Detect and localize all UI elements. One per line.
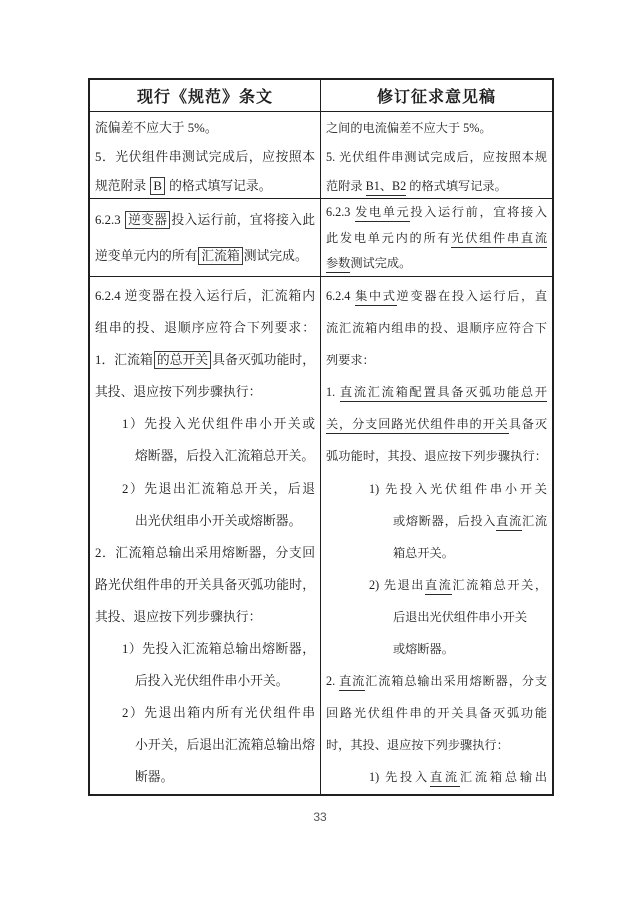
boxed-text: 汇流箱 xyxy=(198,247,242,265)
text-segment: 回路光伏组件串的开关具备灭弧功能 xyxy=(326,706,547,721)
text-line xyxy=(326,344,547,376)
table-row xyxy=(90,112,552,199)
text-segment: 2) 先退出 xyxy=(369,577,425,592)
text-segment: 后退出光伏组件串小开关 xyxy=(393,609,528,624)
text-line xyxy=(95,280,315,312)
text-line xyxy=(95,665,315,697)
text-line xyxy=(326,280,547,312)
text-line xyxy=(95,633,315,665)
text-segment: 小开关，后退出汇流箱总输出熔 xyxy=(135,738,315,753)
text-segment: 熔断器，后投入汇流箱总开关。 xyxy=(135,449,315,464)
table-header-row xyxy=(90,80,552,112)
text-line xyxy=(326,376,547,408)
cell-current-row2 xyxy=(90,199,321,276)
text-line xyxy=(95,202,315,238)
text-segment: 5．光伏组件串测试完成后，应按照本 xyxy=(95,150,315,164)
cell-revision-row1 xyxy=(321,112,552,198)
text-segment: 测试完成。 xyxy=(243,249,308,263)
cell-revision-row3 xyxy=(321,277,552,794)
underlined-text: 直流 xyxy=(430,770,460,787)
header-revision-draft: 修订征求意见稿 xyxy=(376,89,496,106)
text-segment: 1) 先投入 xyxy=(369,770,430,785)
text-line xyxy=(326,251,547,276)
text-line xyxy=(326,665,547,697)
text-segment: 汇流箱总输出 xyxy=(459,770,548,785)
boxed-text: B xyxy=(150,177,165,195)
text-segment: 汇流 xyxy=(521,513,548,528)
boxed-text: 逆变器 xyxy=(125,211,170,229)
cell-current-row3 xyxy=(90,277,321,794)
text-segment: 流偏差不应大于 5%。 xyxy=(95,121,218,135)
text-line xyxy=(95,761,315,793)
text-line xyxy=(95,312,315,344)
text-segment: 此发电单元内的所有 xyxy=(326,230,452,245)
text-segment: 1）先投入光伏组件串小开关或 xyxy=(122,417,315,432)
text-line xyxy=(326,440,547,472)
text-line xyxy=(95,729,315,761)
text-line xyxy=(95,408,315,440)
text-segment: 箱总开关。 xyxy=(393,545,454,560)
text-line xyxy=(95,238,315,274)
underlined-text: 直流 xyxy=(425,578,452,595)
header-current-spec: 现行《规范》条文 xyxy=(90,80,321,111)
text-segment: 投入运行前，宜将接入此 xyxy=(171,213,316,227)
text-line xyxy=(326,633,547,665)
table-row xyxy=(90,199,552,277)
text-line xyxy=(95,569,315,601)
text-line xyxy=(95,505,315,537)
text-segment: 范附录 xyxy=(326,179,366,193)
text-segment: 列要求： xyxy=(326,353,375,368)
text-segment: 2. xyxy=(326,674,340,689)
text-line xyxy=(326,601,547,633)
text-segment: 时，其投、退应按下列步骤执行： xyxy=(326,738,509,753)
text-line xyxy=(95,473,315,505)
text-line xyxy=(95,114,315,143)
text-segment: 弧功能时，其投、退应按下列步骤执行： xyxy=(326,449,547,464)
cell-current-row1 xyxy=(90,112,321,198)
text-segment: 汇流箱总开关， xyxy=(452,577,548,592)
underlined-text: 集中式 xyxy=(355,289,396,306)
text-line xyxy=(95,537,315,569)
underlined-text: 直流 xyxy=(339,674,365,691)
text-segment: 的格式填写记录。 xyxy=(406,179,507,193)
text-line xyxy=(95,440,315,472)
text-segment: 2）先退出汇流箱总开关，后退 xyxy=(122,481,315,496)
boxed-text: 的总开关 xyxy=(154,351,211,369)
text-line xyxy=(95,697,315,729)
text-line xyxy=(326,226,547,252)
comparison-table xyxy=(88,78,554,796)
text-segment: 或熔断器。 xyxy=(393,642,454,657)
text-segment: 其投、退应按下列步骤执行： xyxy=(95,609,262,624)
text-segment: 6.2.4 逆变器在投入运行后，汇流箱内 xyxy=(95,289,315,303)
text-segment: 1) 先投入光伏组件串小开关 xyxy=(369,481,547,496)
underlined-text: B1、B2 xyxy=(366,179,407,196)
text-segment: 流汇流箱内组串的投、退顺序应符合下 xyxy=(326,321,547,336)
text-segment: 汇流箱总输出采用熔断器，分支 xyxy=(365,674,548,689)
text-segment: 或熔断器，后投入 xyxy=(393,513,497,528)
text-line xyxy=(95,143,315,172)
text-segment: 其投、退应按下列步骤执行： xyxy=(95,385,262,400)
underlined-text: 关，分支回路光伏组件串的开关 xyxy=(326,417,509,434)
table-row xyxy=(90,277,552,794)
text-segment: 逆变单元内的所有 xyxy=(95,249,198,263)
text-segment: 出光伏组串小开关或熔断器。 xyxy=(135,513,302,528)
text-line xyxy=(326,761,547,793)
text-line xyxy=(95,344,315,376)
text-segment: 路光伏组件串的开关具备灭弧功能时， xyxy=(95,577,315,592)
text-segment: 2）先退出箱内所有光伏组件串 xyxy=(122,706,315,721)
text-segment: 组串的投、退顺序应符合下列要求： xyxy=(95,321,315,336)
underlined-text: 直流汇流箱配置具备灭弧功能总开 xyxy=(340,385,547,402)
text-line xyxy=(95,601,315,633)
text-segment: 之间的电流偏差不应大于 5%。 xyxy=(326,121,492,135)
text-line xyxy=(326,408,547,440)
text-segment: 投入运行前，宜将接入 xyxy=(410,205,548,219)
text-line xyxy=(95,172,315,198)
underlined-text: 发电单元 xyxy=(355,205,410,222)
underlined-text: 直流 xyxy=(496,514,522,531)
text-line xyxy=(326,505,547,537)
underlined-text: 光伏组件串直流 xyxy=(451,231,547,248)
text-line xyxy=(326,143,547,172)
text-line xyxy=(326,473,547,505)
text-segment: 1. xyxy=(326,385,340,400)
text-segment: 1．汇流箱 xyxy=(95,353,153,368)
text-line xyxy=(326,312,547,344)
text-line xyxy=(326,200,547,226)
text-line xyxy=(326,729,547,761)
text-segment: 6.2.3 xyxy=(326,205,356,219)
text-segment: 1）先投入汇流箱总输出熔断器， xyxy=(122,642,315,657)
text-segment: 断器。 xyxy=(135,770,174,785)
text-line xyxy=(326,114,547,143)
text-line xyxy=(326,697,547,729)
page-number: 33 xyxy=(313,810,327,824)
cell-revision-row2 xyxy=(321,199,552,276)
text-segment: 具备灭 xyxy=(508,417,548,432)
text-segment: 6.2.4 xyxy=(326,289,356,303)
text-segment: 规范附录 xyxy=(95,179,150,193)
text-line xyxy=(326,569,547,601)
text-segment: 的格式填写记录。 xyxy=(165,179,272,193)
underlined-text: 参数 xyxy=(326,256,350,273)
text-segment: 具备灭弧功能时， xyxy=(212,353,316,368)
text-segment: 测试完成。 xyxy=(350,256,412,271)
text-segment: 5. 光伏组件串测试完成后，应按照本规 xyxy=(326,150,547,164)
text-line xyxy=(326,172,547,198)
text-segment: 逆变器在投入运行后，直 xyxy=(396,289,548,303)
text-segment: 2．汇流箱总输出采用熔断器，分支回 xyxy=(95,545,315,560)
text-segment: 后投入光伏组件串小开关。 xyxy=(135,674,289,689)
text-segment: 6.2.3 xyxy=(95,213,125,227)
text-line xyxy=(326,537,547,569)
text-line xyxy=(95,376,315,408)
